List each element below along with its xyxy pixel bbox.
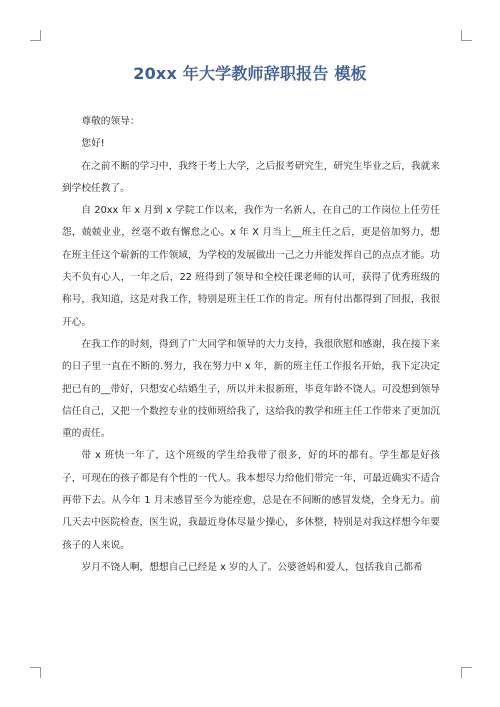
paragraph: 在之前不断的学习中，我终于考上大学，之后报考研究生，研究生毕业之后，我就来到学校任教了。: [62, 160, 440, 194]
paragraph: 自 20xx 年 x 月到 x 学院工作以来，我作为一名新人，在自己的工作岗位上任劳任怨，兢兢业业，丝毫不敢有懈怠之心。x 年 X 月当上__班主任之后，更是倍加努力，想在班主任这个崭新的工作领域，为学校的发展做出一己之力并能发挥自己的点点才能。功夫不负有心人，一年之后，22 班得到了领导和全校任课老师的认可，获得了优秀班级的称号，我知道，这是对我工作，特别是班主任工作的肯定。所有付出都得到了回报，我很开心。: [62, 205, 440, 328]
document-title: 20xx 年大学教师辞职报告 模板: [133, 64, 367, 83]
paragraph: 带 x 班快一年了，这个班级的学生给我带了很多，好的坏的都有。学生都是好孩子，可现在的孩子都是有个性的一代人。我本想尽力给他们带完一年，可最近确实不适合再带下去。从今年 1 月末感冒至今为能痊愈，总是在不间断的感冒发烧，全身无力。前几天去中医院检查，医生说，我最近身体尽量少操心，多休整，特别是对我这样想今年要孩子的人来说。: [62, 450, 440, 551]
page-corner-mark-bottom-right: [461, 667, 472, 678]
paragraph: 岁月不饶人啊，想想自己已经是 x 岁的人了。公婆爸妈和爱人，包括我自己都希: [81, 561, 423, 573]
salutation: 尊敬的领导：: [81, 116, 140, 127]
page-corner-mark-top-right: [461, 30, 472, 41]
paragraph: 在我工作的时刻，得到了广大同学和领导的大力支持，我很欣慰和感谢，我在接下来的日子里一直在不断的.努力，我在努力中 x 年，新的班主任工作报名开始，我下定决定把已有的__带好，只想安心结婚生子，所以并未报新班，毕竟年龄不饶人。可没想到领导信任自己，又把一个数控专业的技师班给我了，这给我的教学和班主任工作带来了更加沉重的责任。: [62, 338, 440, 440]
document-body: [62, 111, 440, 579]
greeting: 您好!: [81, 138, 105, 150]
page-corner-mark-top-left: [30, 30, 41, 41]
page-corner-mark-bottom-left: [30, 667, 41, 678]
